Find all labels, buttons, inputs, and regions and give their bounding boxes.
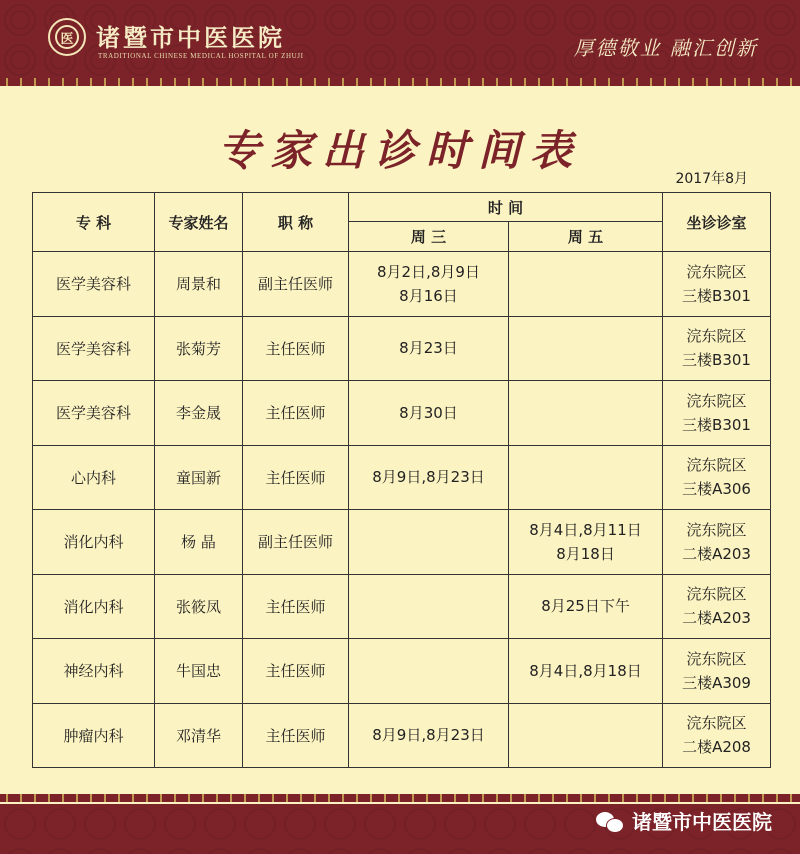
cell-wednesday-line: 8月30日	[399, 403, 458, 422]
cell-wednesday	[349, 316, 509, 381]
cell-room	[663, 381, 771, 446]
schedule-date: 2017年8月	[675, 171, 748, 187]
cell-expert-name: 牛国忠	[155, 639, 243, 704]
cell-room-line: 三楼B301	[682, 286, 751, 305]
table-row	[33, 381, 771, 446]
cell-title: 主任医师	[243, 574, 349, 639]
cell-wednesday-line: 8月23日	[399, 339, 458, 358]
cell-expert-name: 张筱凤	[155, 574, 243, 639]
hospital-slogan: 厚德敬业 融汇创新	[573, 36, 758, 60]
header-friday: 周 五	[509, 222, 663, 252]
cell-specialty: 肿瘤内科	[33, 703, 155, 768]
cell-room-line: 浣东院区	[686, 327, 747, 346]
cell-room-line: 三楼B301	[682, 415, 751, 434]
cell-wednesday	[349, 510, 509, 575]
cell-room-line: 浣东院区	[686, 585, 747, 604]
cell-specialty: 神经内科	[33, 639, 155, 704]
cell-title: 主任医师	[243, 316, 349, 381]
cell-friday	[509, 703, 663, 768]
cell-friday	[509, 639, 663, 704]
cell-expert-name: 张菊芳	[155, 316, 243, 381]
cell-title: 副主任医师	[243, 510, 349, 575]
cell-room	[663, 703, 771, 768]
header-room: 坐诊诊室	[663, 193, 771, 252]
cell-wednesday	[349, 252, 509, 317]
cell-specialty: 心内科	[33, 445, 155, 510]
table-row	[33, 510, 771, 575]
cell-friday	[509, 510, 663, 575]
cell-wednesday	[349, 574, 509, 639]
table-row	[33, 703, 771, 768]
cell-room-line: 浣东院区	[686, 391, 747, 410]
cell-wednesday-line: 8月16日	[399, 286, 458, 305]
cell-title: 主任医师	[243, 639, 349, 704]
cell-friday	[509, 316, 663, 381]
cell-friday-line: 8月25日下午	[541, 597, 630, 616]
cell-expert-name: 杨 晶	[155, 510, 243, 575]
cell-friday	[509, 252, 663, 317]
cell-room	[663, 510, 771, 575]
cell-room-line: 浣东院区	[686, 649, 747, 668]
cell-friday	[509, 381, 663, 446]
cell-wednesday-line: 8月2日,8月9日	[377, 262, 480, 281]
page-title: 专家出诊时间表	[217, 126, 582, 175]
wechat-icon	[596, 810, 624, 832]
header-banner	[0, 0, 800, 78]
cell-expert-name: 童国新	[155, 445, 243, 510]
cell-room-line: 浣东院区	[686, 714, 747, 733]
cell-wednesday-line: 8月9日,8月23日	[372, 468, 485, 487]
top-border-band	[0, 78, 800, 86]
cell-room	[663, 639, 771, 704]
cell-specialty: 消化内科	[33, 574, 155, 639]
cell-title: 主任医师	[243, 445, 349, 510]
cell-expert-name: 李金晟	[155, 381, 243, 446]
cell-specialty: 消化内科	[33, 510, 155, 575]
cell-specialty: 医学美容科	[33, 381, 155, 446]
cell-wednesday	[349, 381, 509, 446]
cell-room	[663, 252, 771, 317]
header-specialty: 专 科	[33, 193, 155, 252]
table-row	[33, 639, 771, 704]
cell-title: 主任医师	[243, 703, 349, 768]
cell-room	[663, 316, 771, 381]
cell-friday-line: 8月18日	[556, 544, 615, 563]
table-row	[33, 445, 771, 510]
cell-friday	[509, 574, 663, 639]
cell-room	[663, 574, 771, 639]
table-row	[33, 574, 771, 639]
header-title: 职 称	[243, 193, 349, 252]
header-expert-name: 专家姓名	[155, 193, 243, 252]
cell-wednesday	[349, 639, 509, 704]
cell-specialty: 医学美容科	[33, 316, 155, 381]
cell-wednesday	[349, 445, 509, 510]
cell-room-line: 浣东院区	[686, 262, 747, 281]
logo-glyph: 医	[55, 25, 79, 49]
cell-friday-line: 8月4日,8月18日	[529, 661, 642, 680]
cell-expert-name: 邓清华	[155, 703, 243, 768]
wechat-account-label: 诸暨市中医医院	[632, 810, 772, 834]
cell-room	[663, 445, 771, 510]
cell-title: 主任医师	[243, 381, 349, 446]
cell-room-line: 浣东院区	[686, 520, 747, 539]
cell-wednesday	[349, 703, 509, 768]
hospital-english-name: TRADITIONAL CHINESE MEDICAL HOSPITAL OF ZHUJI	[98, 52, 304, 60]
header-time: 时 间	[349, 193, 663, 222]
cell-room-line: 三楼A306	[682, 480, 751, 499]
wechat-account-badge	[596, 806, 772, 835]
cell-room-line: 二楼A203	[682, 544, 751, 563]
header-wednesday: 周 三	[349, 222, 509, 252]
cell-room-line: 浣东院区	[686, 456, 747, 475]
cell-title: 副主任医师	[243, 252, 349, 317]
cell-wednesday-line: 8月9日,8月23日	[372, 726, 485, 745]
table-row	[33, 252, 771, 317]
cell-friday-line: 8月4日,8月11日	[529, 520, 642, 539]
hospital-logo	[48, 18, 86, 56]
table-row	[33, 316, 771, 381]
cell-room-line: 二楼A203	[682, 609, 751, 628]
cell-room-line: 三楼A309	[682, 673, 751, 692]
cell-room-line: 三楼B301	[682, 351, 751, 370]
schedule-table	[32, 192, 771, 768]
cell-specialty: 医学美容科	[33, 252, 155, 317]
bottom-border-band	[0, 794, 800, 802]
cell-friday	[509, 445, 663, 510]
hospital-name: 诸暨市中医医院	[96, 23, 285, 52]
cell-expert-name: 周景和	[155, 252, 243, 317]
cell-room-line: 二楼A208	[682, 738, 751, 757]
